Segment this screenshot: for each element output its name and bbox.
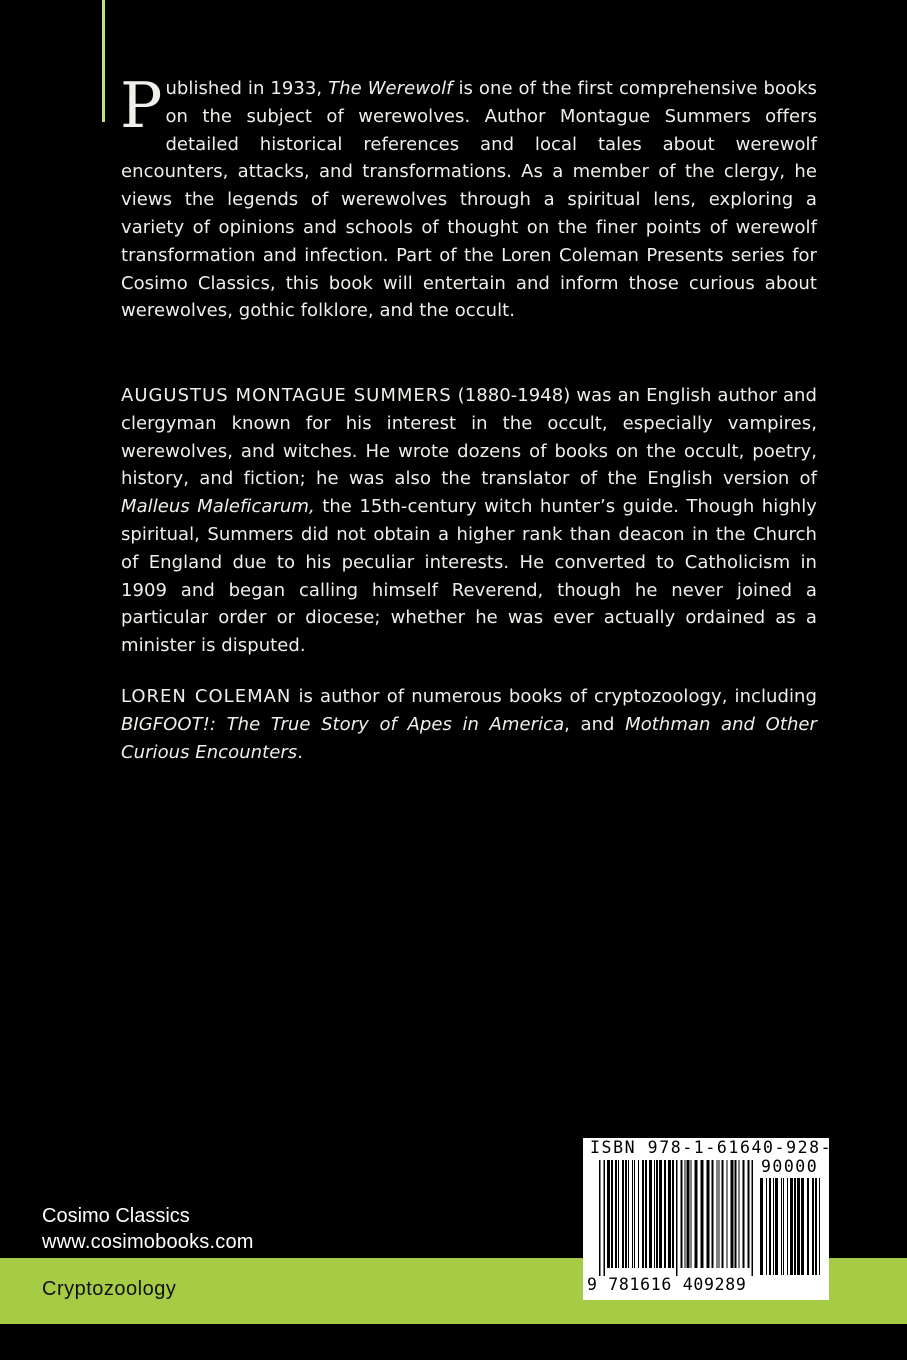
barcode-bar (735, 1160, 737, 1268)
barcode-bar (628, 1160, 629, 1268)
barcode-bar (685, 1160, 686, 1268)
barcode-bar (783, 1178, 784, 1275)
barcode-main-bars (598, 1160, 754, 1278)
editor-bio-text-2: , and (564, 713, 626, 735)
top-accent-rule (102, 0, 105, 122)
barcode-bar (773, 1178, 774, 1275)
barcode-bar (739, 1160, 740, 1268)
barcode-bar (769, 1178, 771, 1275)
barcode-bar (787, 1178, 788, 1275)
barcode-bar (760, 1178, 763, 1275)
barcode-bar (604, 1160, 606, 1276)
editor-bio (121, 683, 817, 766)
barcode-bar (815, 1178, 817, 1275)
barcode-bar (775, 1178, 778, 1275)
description-text-2: is one of the first comprehensive books on the subject of werewolves. Author Montague Summers offers detailed historical references and local tales about werewolf encounters, attacks, and transformations. As a member of the clergy, he views the legends of werewolves through a spiritual lens, exploring a variety of opinions and schools of thought on the finer points of werewolf transformation and infection. Part of the Loren Coleman Presents series for Cosimo Classics, this book will entertain and inform those curious about werewolves, gothic folklore, and the occult. (121, 78, 817, 322)
barcode-bar (634, 1160, 635, 1268)
author-bio (121, 382, 817, 660)
author-name: AUGUSTUS MONTAGUE SUMMERS (121, 385, 452, 406)
barcode-bar (618, 1160, 619, 1268)
barcode-bar (812, 1178, 814, 1275)
publisher-url: www.cosimobooks.com (42, 1231, 254, 1253)
editor-name: LOREN COLEMAN (121, 686, 292, 707)
barcode-bar (743, 1160, 745, 1268)
drop-cap: P (120, 69, 163, 142)
barcode-bar (654, 1160, 655, 1268)
barcode-bar (645, 1160, 647, 1268)
barcode-bar (668, 1160, 671, 1268)
barcode-bar (672, 1160, 674, 1268)
barcode-bar (797, 1178, 800, 1275)
barcode-bar (801, 1178, 804, 1275)
editor-bio-title-1: BIGFOOT!: The True Story of Apes in America (121, 713, 565, 735)
barcode-bar (748, 1160, 750, 1268)
barcode-bar (599, 1160, 601, 1276)
barcode-bar (790, 1178, 793, 1275)
author-bio-title: Malleus Maleficarum, (121, 496, 315, 518)
barcode-bar (707, 1160, 710, 1268)
price-code: 90000 (761, 1157, 819, 1176)
isbn-barcode (583, 1138, 844, 1300)
barcode-bar (625, 1160, 627, 1268)
barcode-bar (722, 1160, 724, 1268)
barcode-bar (695, 1160, 698, 1268)
publisher-name: Cosimo Classics (42, 1205, 190, 1227)
barcode-bar (794, 1178, 796, 1275)
barcode-bar (642, 1160, 644, 1268)
barcode-bar (752, 1160, 754, 1276)
description-text-1: ublished in 1933, (165, 78, 329, 99)
barcode-bar (691, 1160, 692, 1268)
barcode-bar (632, 1160, 633, 1268)
barcode-addon-bars (759, 1178, 823, 1278)
book-title: The Werewolf (328, 78, 453, 99)
barcode-bar (717, 1160, 718, 1268)
barcode-bar (807, 1178, 809, 1275)
author-bio-text-1: (1880-1948) was an English author and clergyman known for his interest in the occult, especially vampires, werewolves, and witches. He wrote dozens of books on the occult, poetry, history, and fiction; he was also the translator of the English version of (121, 385, 817, 490)
barcode-bar (676, 1160, 678, 1276)
category-label: Cryptozoology (42, 1278, 177, 1300)
editor-bio-title-2: Mothman and Other Curious Encounters (121, 713, 817, 763)
barcode-bar (712, 1160, 714, 1268)
barcode-bar (611, 1160, 613, 1268)
barcode-bar (727, 1160, 728, 1268)
barcode-bar (766, 1178, 767, 1275)
ean-digits: 9 781616 409289 (587, 1275, 747, 1294)
publisher-block (42, 1203, 254, 1255)
barcode-bar (615, 1160, 617, 1268)
isbn-text: ISBN 978-1-61640-928-9 (590, 1138, 844, 1157)
barcode-bar (719, 1160, 720, 1268)
barcode-bar (622, 1160, 624, 1268)
barcode-bar (659, 1160, 662, 1268)
barcode-bar (781, 1178, 782, 1275)
barcode-bar (701, 1160, 704, 1268)
barcode-bar (649, 1160, 652, 1268)
editor-bio-text-1: is author of numerous books of cryptozoology, including (291, 686, 817, 707)
barcode-bar (638, 1160, 639, 1268)
barcode-bar (607, 1160, 610, 1268)
barcode-bar (656, 1160, 658, 1268)
barcode-bar (731, 1160, 734, 1268)
barcode-bar (664, 1160, 666, 1268)
barcode-bar (819, 1178, 820, 1275)
barcode-bar (681, 1160, 683, 1268)
barcode-bar (687, 1160, 690, 1268)
author-bio-text-2: the 15th-century witch hunter’s guide. Though highly spiritual, Summers did not obtain a higher rank than deacon in the Church of England due to his peculiar interests. He converted to Catholicism in 1909 and began calling himself Reverend, though he never joined a particular order or diocese; whether he was ever actually ordained as a minister is disputed. (121, 496, 817, 657)
editor-bio-text-3: . (297, 741, 303, 763)
book-description (120, 69, 817, 325)
